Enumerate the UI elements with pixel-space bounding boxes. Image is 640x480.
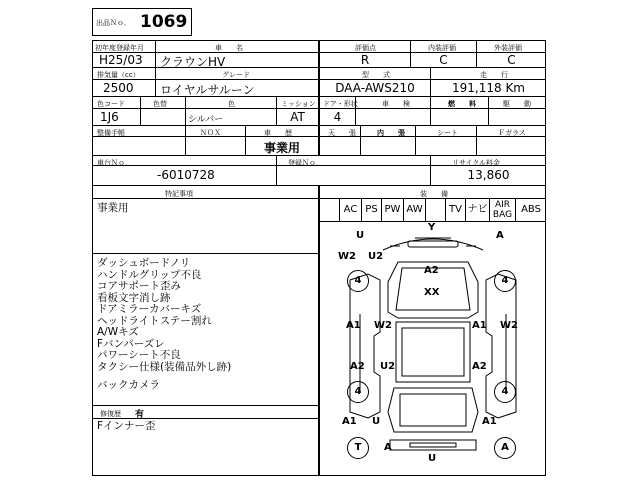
color-code-header: 色コード xyxy=(97,100,125,108)
mark-right-w2: W2 xyxy=(500,320,518,331)
chassis-no-header: 車台Ｎｏ． xyxy=(97,159,132,167)
rear-t-circle: T xyxy=(347,437,369,459)
notes-top: 事業用 xyxy=(97,202,129,214)
transmission-header: ミッション xyxy=(281,100,316,108)
mark-front-y: Y xyxy=(428,222,436,233)
score-value: R xyxy=(360,53,370,67)
note-line: ヘッドライトステー割れ xyxy=(97,314,212,327)
manual-header: 整備手帳 xyxy=(97,129,125,137)
equip-pw: PW xyxy=(382,199,404,221)
history-header: 車 歴 xyxy=(264,129,292,137)
equip-empty xyxy=(426,199,446,221)
roof-shape xyxy=(396,322,470,382)
glass-header: Ｆガラス xyxy=(498,129,526,137)
type-value: DAA-AWS210 xyxy=(335,81,415,95)
mark-left-w2b: W2 xyxy=(374,320,392,331)
notes-extra: バックカメラ xyxy=(97,379,160,391)
equip-tv: TV xyxy=(446,199,466,221)
mark-rr-a2: A2 xyxy=(472,361,487,372)
fuel-header: 燃 料 xyxy=(448,100,476,108)
inspection-header: 車 検 xyxy=(382,100,410,108)
wheel-rear-left: 4 xyxy=(347,381,369,403)
mark-front-u: U xyxy=(356,230,365,241)
note-line: パワーシート不良 xyxy=(97,349,181,361)
color-header: 色 xyxy=(228,100,235,108)
equip-airbag: AIR BAG xyxy=(490,199,516,221)
mark-left-a1: A1 xyxy=(346,320,361,331)
notes-title: 特記事項 xyxy=(165,190,193,198)
color-value: シルバー xyxy=(188,115,224,125)
displacement-header: 排気量（cc） xyxy=(97,71,140,79)
color-code-value: 1J6 xyxy=(100,110,119,124)
recycle-fee-value: 13,860 xyxy=(467,168,510,182)
equipment-title: 装 備 xyxy=(420,190,448,198)
repair-history-header: 修復歴 xyxy=(100,410,121,418)
equip-ac: AC xyxy=(340,199,362,221)
equip-ps: PS xyxy=(362,199,382,221)
note-line: Fバンパーズレ xyxy=(97,337,165,350)
displacement-value: 2500 xyxy=(103,81,134,95)
seat-header: シート xyxy=(437,129,458,137)
mark-left-u2: U2 xyxy=(368,251,384,262)
doors-header: ドア・形状 xyxy=(323,100,358,108)
interior-header: 内 張 xyxy=(377,129,405,137)
mark-hood-a2: A2 xyxy=(424,265,439,276)
exterior-score-header: 外装評価 xyxy=(494,44,522,52)
wheel-front-left: 4 xyxy=(347,270,369,292)
mark-rear-a: A xyxy=(384,442,392,453)
ceiling-header: 天 張 xyxy=(328,129,356,137)
model-name-header: 車 名 xyxy=(215,44,243,52)
mark-rl-a2: A2 xyxy=(350,361,365,372)
color-no-header: 色替 xyxy=(153,100,167,108)
equip-abs: ABS xyxy=(521,204,541,215)
chassis-no-value: -6010728 xyxy=(157,168,215,182)
note-line: ハンドルグリップ不良 xyxy=(97,268,202,281)
mark-right-a1: A1 xyxy=(472,320,487,331)
mark-rear-a1-right: A1 xyxy=(482,416,497,427)
nox-header: ＮＯＸ xyxy=(200,129,221,137)
first-reg-header: 初年度登録年月 xyxy=(95,44,144,52)
mark-left-w2: W2 xyxy=(338,251,356,262)
wheel-front-right: 4 xyxy=(494,270,516,292)
mark-rear-u: U xyxy=(372,416,381,427)
mileage-value: 191,118 Km xyxy=(452,81,525,95)
equip-aw: AW xyxy=(404,199,426,221)
history-value: 事業用 xyxy=(263,141,300,155)
exhibit-number: 1069 xyxy=(140,12,188,32)
transmission-value: AT xyxy=(290,110,305,124)
mark-rl-u2: U2 xyxy=(380,361,396,372)
repair-history-value: 有 xyxy=(135,410,145,420)
mark-hood-xx: XX xyxy=(424,287,440,298)
recycle-fee-header: リサイクル料金 xyxy=(452,159,501,167)
wheel-rear-right: 4 xyxy=(494,381,516,403)
equip-navi: ナビ xyxy=(466,199,490,221)
mark-rear-a1-left: A1 xyxy=(342,416,357,427)
interior-score-header: 内装評価 xyxy=(428,44,456,52)
grade-header: グレード xyxy=(222,71,250,79)
exhibit-number-box xyxy=(92,8,192,36)
exterior-score-value: C xyxy=(507,53,516,67)
mileage-header: 走 行 xyxy=(480,71,508,79)
note-line: ドアミラーカバーキズ xyxy=(97,303,202,315)
repair-note: Fインナー歪 xyxy=(97,420,156,432)
equip-blank xyxy=(320,199,340,221)
model-name-value: クラウンHV xyxy=(160,55,226,69)
doors-value: 4 xyxy=(333,110,342,124)
notes-list xyxy=(97,258,231,373)
first-reg-value: H25/03 xyxy=(99,53,143,67)
note-line: 看板文字消し跡 xyxy=(97,291,171,304)
mark-rear-u-bottom: U xyxy=(428,453,437,464)
trunk-shape xyxy=(388,388,478,432)
note-line: ダッシュボードノリ xyxy=(97,257,191,269)
type-header: 型 式 xyxy=(362,71,390,79)
note-line: タクシー仕様(装備品外し跡) xyxy=(97,360,232,373)
note-line: コアサポート歪み xyxy=(97,280,181,292)
note-line: A/Wキズ xyxy=(97,326,139,338)
rear-bumper-shape xyxy=(390,440,476,450)
grade-value: ロイヤルサルーン xyxy=(160,83,255,97)
exhibit-label: 出品Ｎｏ． xyxy=(96,19,131,27)
reg-no-header: 登録Ｎｏ． xyxy=(288,159,323,167)
mark-front-a: A xyxy=(496,230,504,241)
rear-a-circle: A xyxy=(494,437,516,459)
interior-score-value: C xyxy=(439,53,448,67)
score-header: 評価点 xyxy=(355,44,376,52)
drive-header: 駆 動 xyxy=(503,100,531,108)
